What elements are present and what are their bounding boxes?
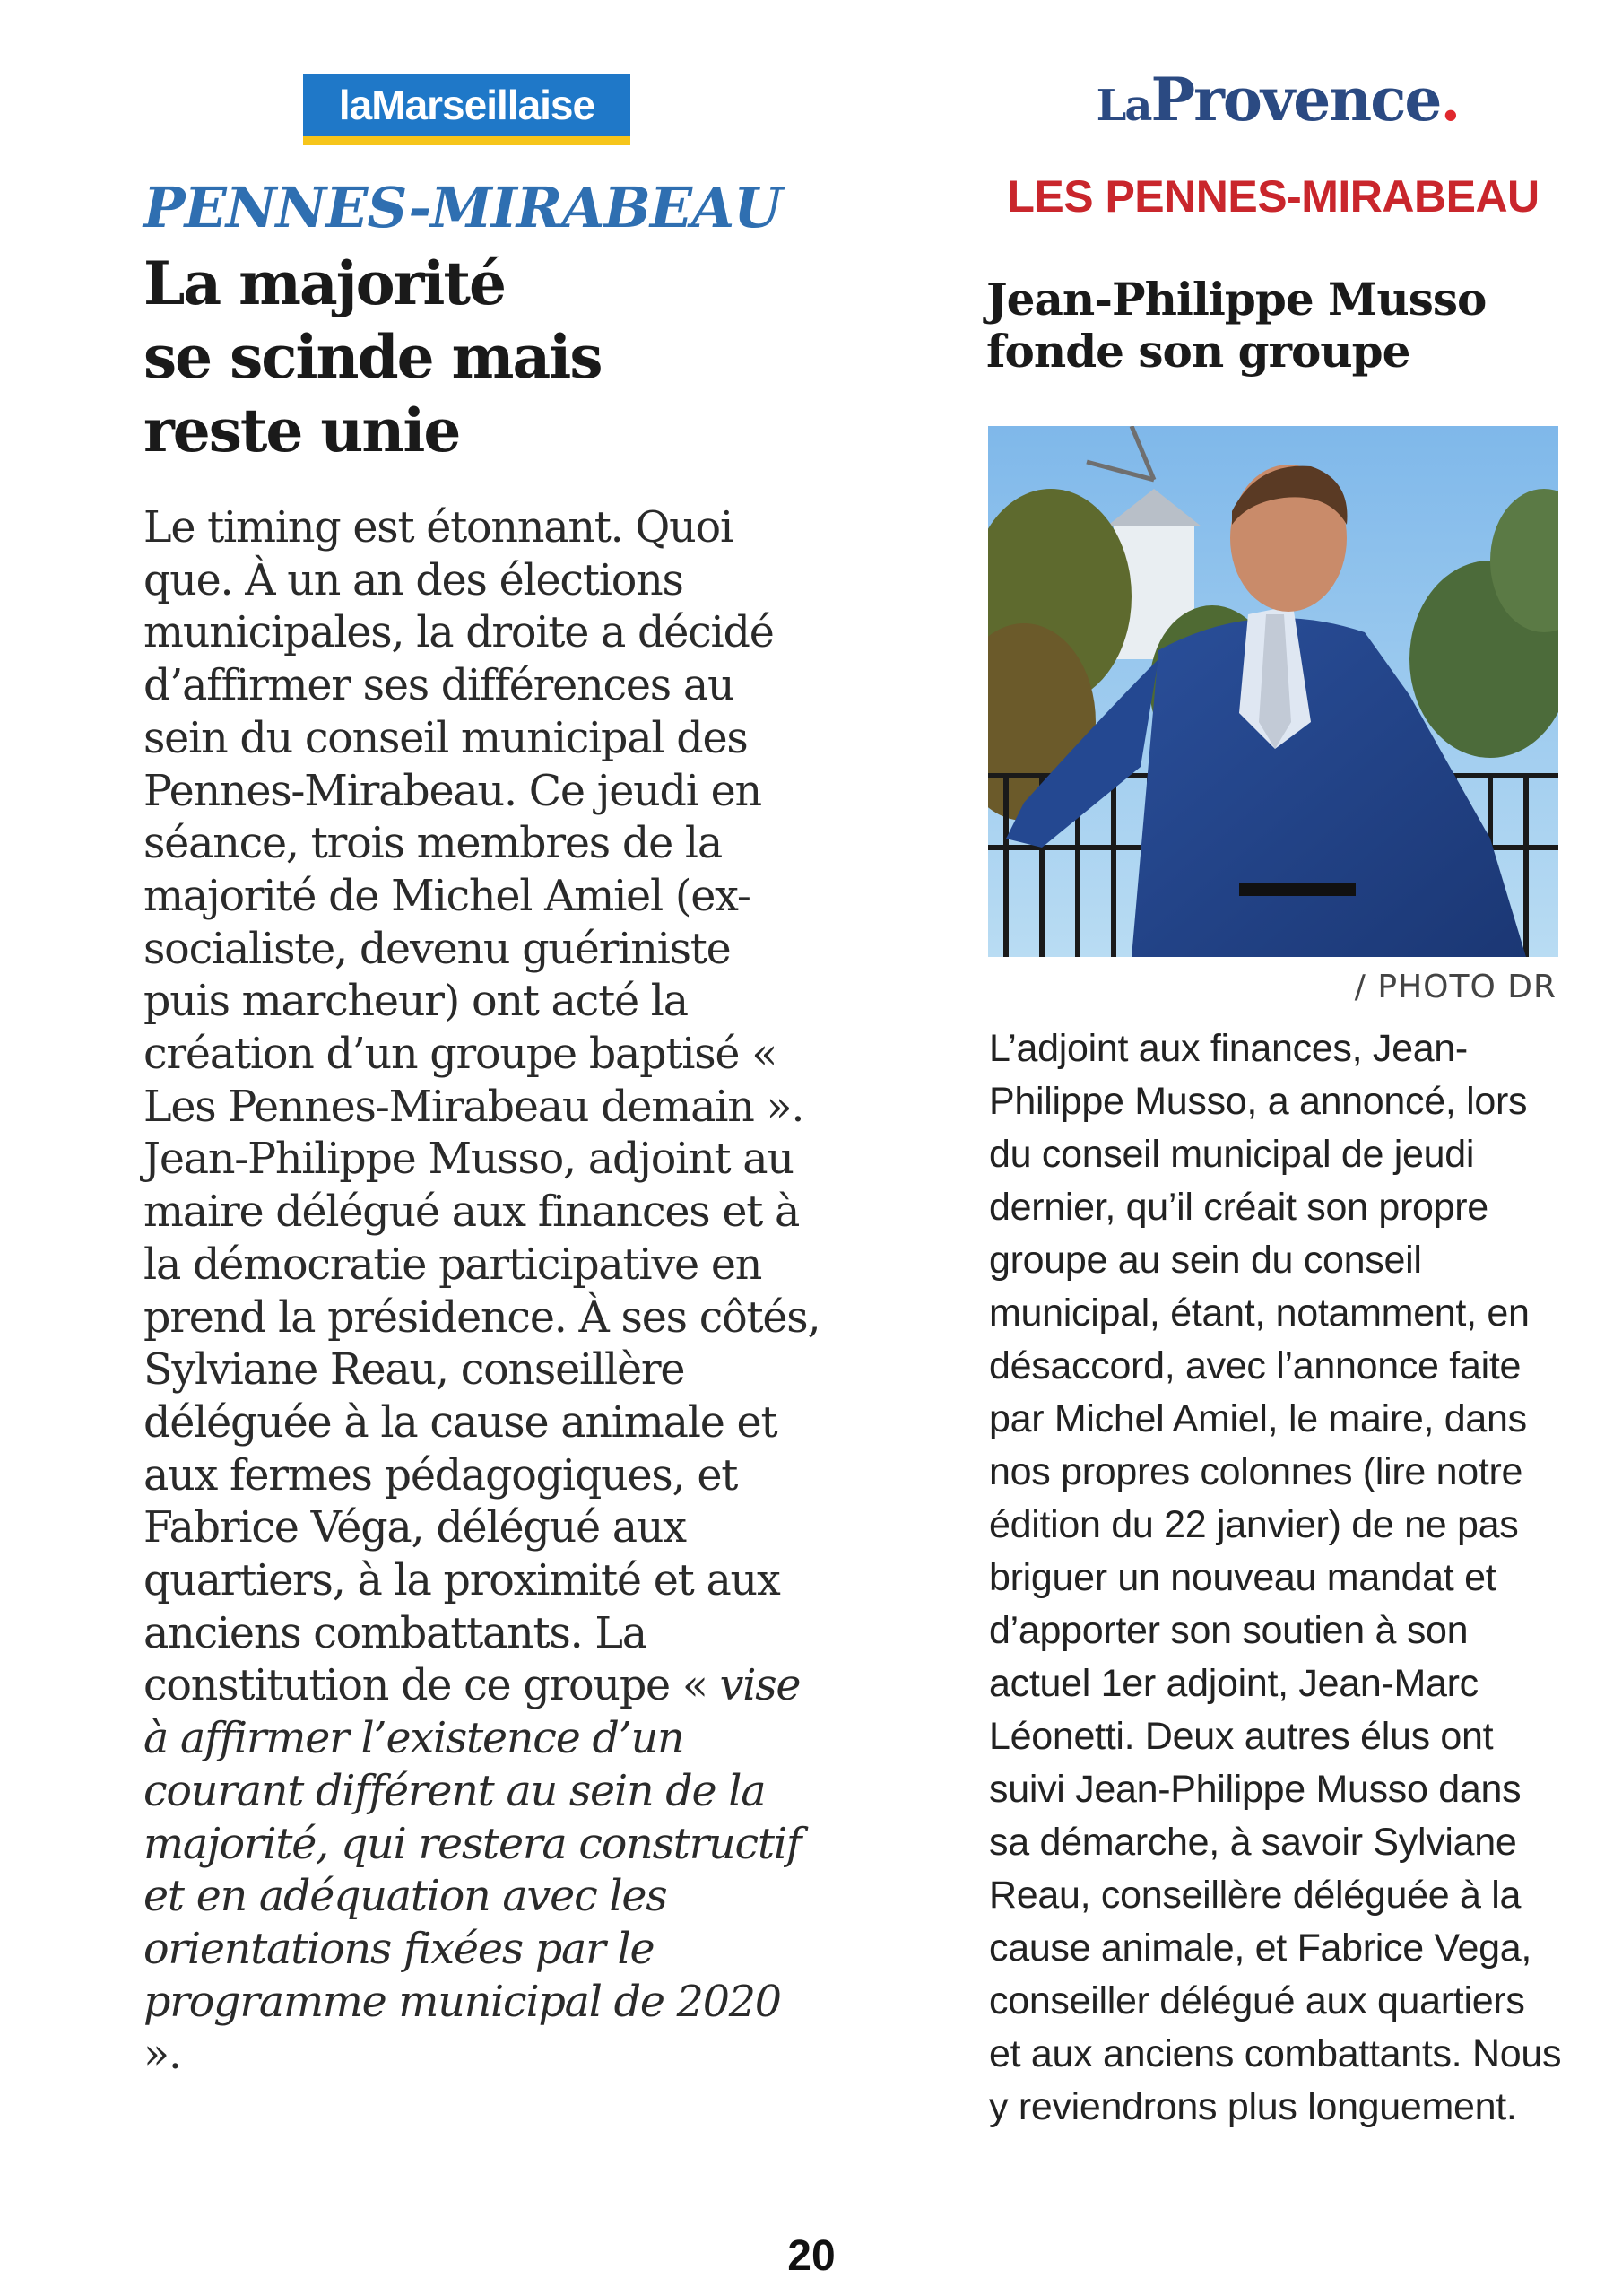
provence-logo-la: La [1096,81,1151,131]
left-headline-line-1: La majorité [143,248,505,318]
right-headline [986,274,1560,378]
portrait-photo [988,426,1558,957]
provence-logo-name: Provence [1150,65,1441,135]
left-kicker: PENNES-MIRABEAU [143,175,782,240]
la-provence-logo [1089,65,1466,136]
left-body-quote: vise à affirmer l’existence d’un courant différent au sein de la majorité, qui restera constructif et en adéquation avec les orientations fixées par le programme municipal de 2020 [143,1661,802,2027]
right-kicker: LES PENNES-MIRABEAU [1007,171,1540,222]
la-marseillaise-logo: laMarseillaise [303,74,630,145]
photo-credit: / PHOTO DR [1354,969,1557,1005]
provence-logo-dot: . [1440,65,1460,135]
right-article-body: L’adjoint aux finances, Jean-Philippe Musso, a annoncé, lors du conseil municipal de jeudi dernier, qu’il créait son propre groupe au sein du conseil municipal, étant, notamment, en désaccord, avec l’annonce faite par Michel Amiel, le maire, dans nos propres colonnes (lire notre édition du 22 janvier) de ne pas briguer un nouveau mandat et d’apporter son soutien à son actuel 1er adjoint, Jean-Marc Léonetti. Deux autres élus ont suivi Jean-Philippe Musso dans sa démarche, à savoir Sylviane Reau, conseillère déléguée à la cause animale, et Fabrice Vega, conseiller délégué aux quartiers et aux anciens combattants. Nous y reviendrons plus longuement. [989,1027,1562,2128]
left-body-text: Le timing est étonnant. Quoi que. À un an des élections municipales, la droite a décidé d’affirmer ses différences au sein du conseil municipal des Pennes-Mirabeau. Ce jeudi en séance, trois membres de la majorité de Michel Amiel (ex-socialiste, devenu guériniste puis marcheur) ont acté la création d’un groupe baptisé « Les Pennes-Mirabeau demain ». Jean-Philippe Musso, adjoint au maire délégué aux finances et à la démocratie participative en prend la présidence. À ses côtés, Sylviane Reau, conseillère déléguée à la cause animale et aux fermes pédagogiques, et Fabrice Véga, délégué aux quartiers, à la proximité et aux anciens combattants. La constitution de ce groupe « [143,503,820,1711]
left-headline-line-3: reste unie [143,396,460,465]
right-headline-line-2: fonde son groupe [986,325,1410,378]
left-headline-line-2: se scinde mais [143,322,602,392]
page-number: 20 [787,2232,836,2280]
left-headline [143,247,825,467]
right-headline-line-1: Jean-Philippe Musso [986,273,1487,326]
left-body-end: ». [143,2030,181,2080]
left-article-body [143,502,825,2082]
